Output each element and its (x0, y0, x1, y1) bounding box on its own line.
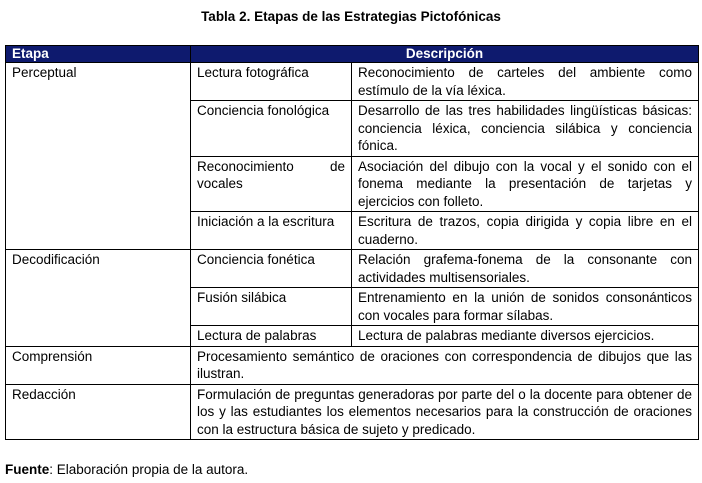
strategy-name: Fusión silábica (191, 288, 352, 326)
strategy-name: Iniciación a la escritura (191, 212, 352, 250)
table-row (6, 63, 699, 101)
stage-name: Perceptual (6, 63, 191, 250)
table-row (6, 384, 699, 440)
source-text: : Elaboración propia de la autora. (49, 462, 249, 477)
table-row (6, 346, 699, 384)
strategy-name: Lectura fotográfica (191, 63, 352, 101)
table-row (6, 250, 699, 288)
strategy-description: Lectura de palabras mediante diversos ejercicios. (352, 326, 699, 347)
strategy-name: Reconocimiento de vocales (191, 156, 352, 212)
stage-description: Procesamiento semántico de oraciones con correspondencia de dibujos que las ilustran. (191, 346, 699, 384)
strategy-name: Conciencia fonológica (191, 101, 352, 157)
table-header-row (6, 46, 699, 63)
source-label: Fuente (5, 462, 50, 477)
strategy-description: Escritura de trazos, copia dirigida y copia libre en el cuaderno. (352, 212, 699, 250)
strategy-description: Entrenamiento en la unión de sonidos consonánticos con vocales para formar sílabas. (352, 288, 699, 326)
header-etapa: Etapa (6, 46, 191, 63)
strategy-description: Reconocimiento de carteles del ambiente como estímulo de la vía léxica. (352, 63, 699, 101)
strategy-description: Asociación del dibujo con la vocal y el sonido con el fonema mediante la presentación de tarjetas y ejercicios con folleto. (352, 156, 699, 212)
stage-name: Redacción (6, 384, 191, 440)
stages-table (5, 45, 699, 440)
strategy-description: Relación grafema-fonema de la consonante con actividades multisensoriales. (352, 250, 699, 288)
source-note (5, 462, 248, 477)
strategy-name: Lectura de palabras (191, 326, 352, 347)
table-title: Tabla 2. Etapas de las Estrategias Pictofónicas (201, 9, 501, 24)
strategy-description: Desarrollo de las tres habilidades lingüísticas básicas: conciencia léxica, conciencia silábica y conciencia fónica. (352, 101, 699, 157)
header-descripcion: Descripción (191, 46, 699, 63)
stage-description: Formulación de preguntas generadoras por parte del o la docente para obtener de los y las estudiantes los elementos necesarios para la construcción de oraciones con la estructura básica de sujeto y predicado. (191, 384, 699, 440)
stage-name: Comprensión (6, 346, 191, 384)
stage-name: Decodificación (6, 250, 191, 347)
strategy-name: Conciencia fonética (191, 250, 352, 288)
